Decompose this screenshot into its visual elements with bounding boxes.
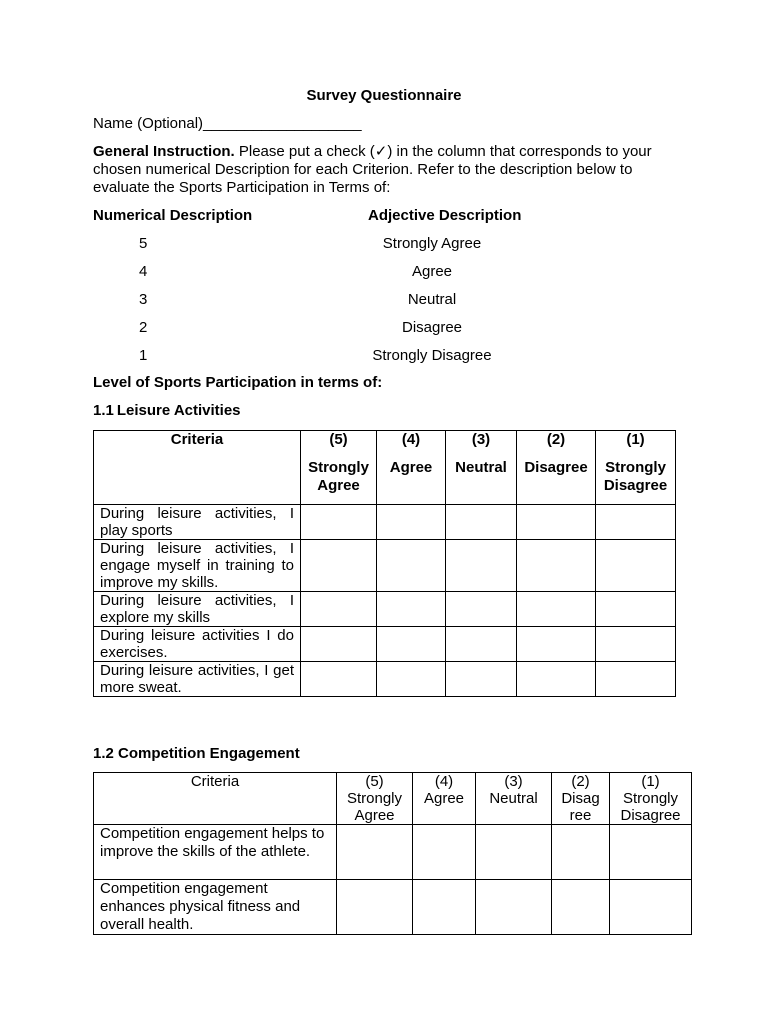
table-row	[94, 592, 676, 627]
instruction-label: General Instruction.	[93, 143, 235, 160]
check-cell[interactable]	[413, 825, 476, 880]
column-header-1: (1) Strongly Disagree	[596, 431, 676, 505]
check-cell[interactable]	[446, 662, 517, 697]
check-cell[interactable]	[377, 540, 446, 592]
check-cell[interactable]	[517, 540, 596, 592]
check-cell[interactable]	[476, 825, 552, 880]
check-cell[interactable]	[596, 505, 676, 540]
column-header-3: (3) Neutral	[446, 431, 517, 505]
section-2-heading: 1.2 Competition Engagement	[93, 745, 300, 762]
desc-num-5: 5	[139, 235, 148, 252]
table-row	[94, 540, 676, 592]
adjective-description-header: Adjective Description	[368, 207, 522, 224]
check-cell[interactable]	[596, 627, 676, 662]
check-cell[interactable]	[337, 880, 413, 935]
check-cell[interactable]	[517, 505, 596, 540]
check-cell[interactable]	[596, 592, 676, 627]
check-cell[interactable]	[596, 662, 676, 697]
check-cell[interactable]	[610, 880, 692, 935]
check-cell[interactable]	[301, 505, 377, 540]
check-cell[interactable]	[517, 592, 596, 627]
column-header-4: (4) Agree	[377, 431, 446, 505]
criterion-text: During leisure activities, I explore my skills	[94, 592, 301, 627]
table-row	[94, 880, 692, 935]
check-cell[interactable]	[552, 880, 610, 935]
desc-adj-1: Strongly Disagree	[372, 347, 492, 364]
table-header-row	[94, 773, 692, 825]
check-cell[interactable]	[446, 627, 517, 662]
criterion-text: Competition engagement helps to improve the skills of the athlete.	[94, 825, 337, 880]
check-cell[interactable]	[377, 592, 446, 627]
criterion-text: Competition engagement enhances physical fitness and overall health.	[94, 880, 337, 935]
desc-adj-3: Neutral	[407, 291, 457, 308]
table-row	[94, 662, 676, 697]
column-header-5: (5) Strongly Agree	[301, 431, 377, 505]
criterion-text: During leisure activities, I play sports	[94, 505, 301, 540]
check-cell[interactable]	[446, 540, 517, 592]
check-cell[interactable]	[596, 540, 676, 592]
check-cell[interactable]	[517, 662, 596, 697]
instruction-text: Please put a check (✓) in the column that corresponds to your chosen numerical Description for each Criterion. Refer to the description below to evaluate the Sports Participation in Terms of:	[93, 143, 652, 196]
competition-engagement-table	[93, 772, 692, 935]
name-field[interactable]: Name (Optional)___________________	[93, 115, 362, 132]
table-row	[94, 627, 676, 662]
table-row	[94, 825, 692, 880]
criterion-text: During leisure activities I do exercises.	[94, 627, 301, 662]
desc-num-3: 3	[139, 291, 148, 308]
general-instruction	[93, 143, 683, 197]
check-cell[interactable]	[377, 505, 446, 540]
column-header-5: (5) Strongly Agree	[337, 773, 413, 825]
check-cell[interactable]	[377, 627, 446, 662]
check-cell[interactable]	[552, 825, 610, 880]
check-cell[interactable]	[337, 825, 413, 880]
check-cell[interactable]	[301, 662, 377, 697]
column-header-2: (2) Disag ree	[552, 773, 610, 825]
column-header-3: (3) Neutral	[476, 773, 552, 825]
desc-adj-4: Agree	[411, 263, 453, 280]
section-1-heading: 1.1 Leisure Activities	[93, 402, 241, 419]
check-cell[interactable]	[446, 505, 517, 540]
desc-adj-5: Strongly Agree	[382, 235, 482, 252]
column-header-4: (4) Agree	[413, 773, 476, 825]
check-cell[interactable]	[377, 662, 446, 697]
check-cell[interactable]	[301, 627, 377, 662]
leisure-activities-table	[93, 430, 676, 697]
page-title: Survey Questionnaire	[306, 87, 462, 104]
check-cell[interactable]	[301, 592, 377, 627]
check-cell[interactable]	[610, 825, 692, 880]
desc-num-2: 2	[139, 319, 148, 336]
criteria-header: Criteria	[94, 773, 337, 825]
check-cell[interactable]	[413, 880, 476, 935]
desc-num-1: 1	[139, 347, 148, 364]
criterion-text: During leisure activities, I engage myself in training to improve my skills.	[94, 540, 301, 592]
check-cell[interactable]	[446, 592, 517, 627]
level-heading: Level of Sports Participation in terms of:	[93, 374, 383, 391]
criterion-text: During leisure activities, I get more sweat.	[94, 662, 301, 697]
column-header-1: (1) Strongly Disagree	[610, 773, 692, 825]
desc-num-4: 4	[139, 263, 148, 280]
check-cell[interactable]	[476, 880, 552, 935]
table-header-row	[94, 431, 676, 505]
table-row	[94, 505, 676, 540]
numerical-description-header: Numerical Description	[93, 207, 253, 224]
check-cell[interactable]	[301, 540, 377, 592]
desc-adj-2: Disagree	[401, 319, 463, 336]
column-header-2: (2) Disagree	[517, 431, 596, 505]
criteria-header: Criteria	[94, 431, 301, 505]
check-cell[interactable]	[517, 627, 596, 662]
